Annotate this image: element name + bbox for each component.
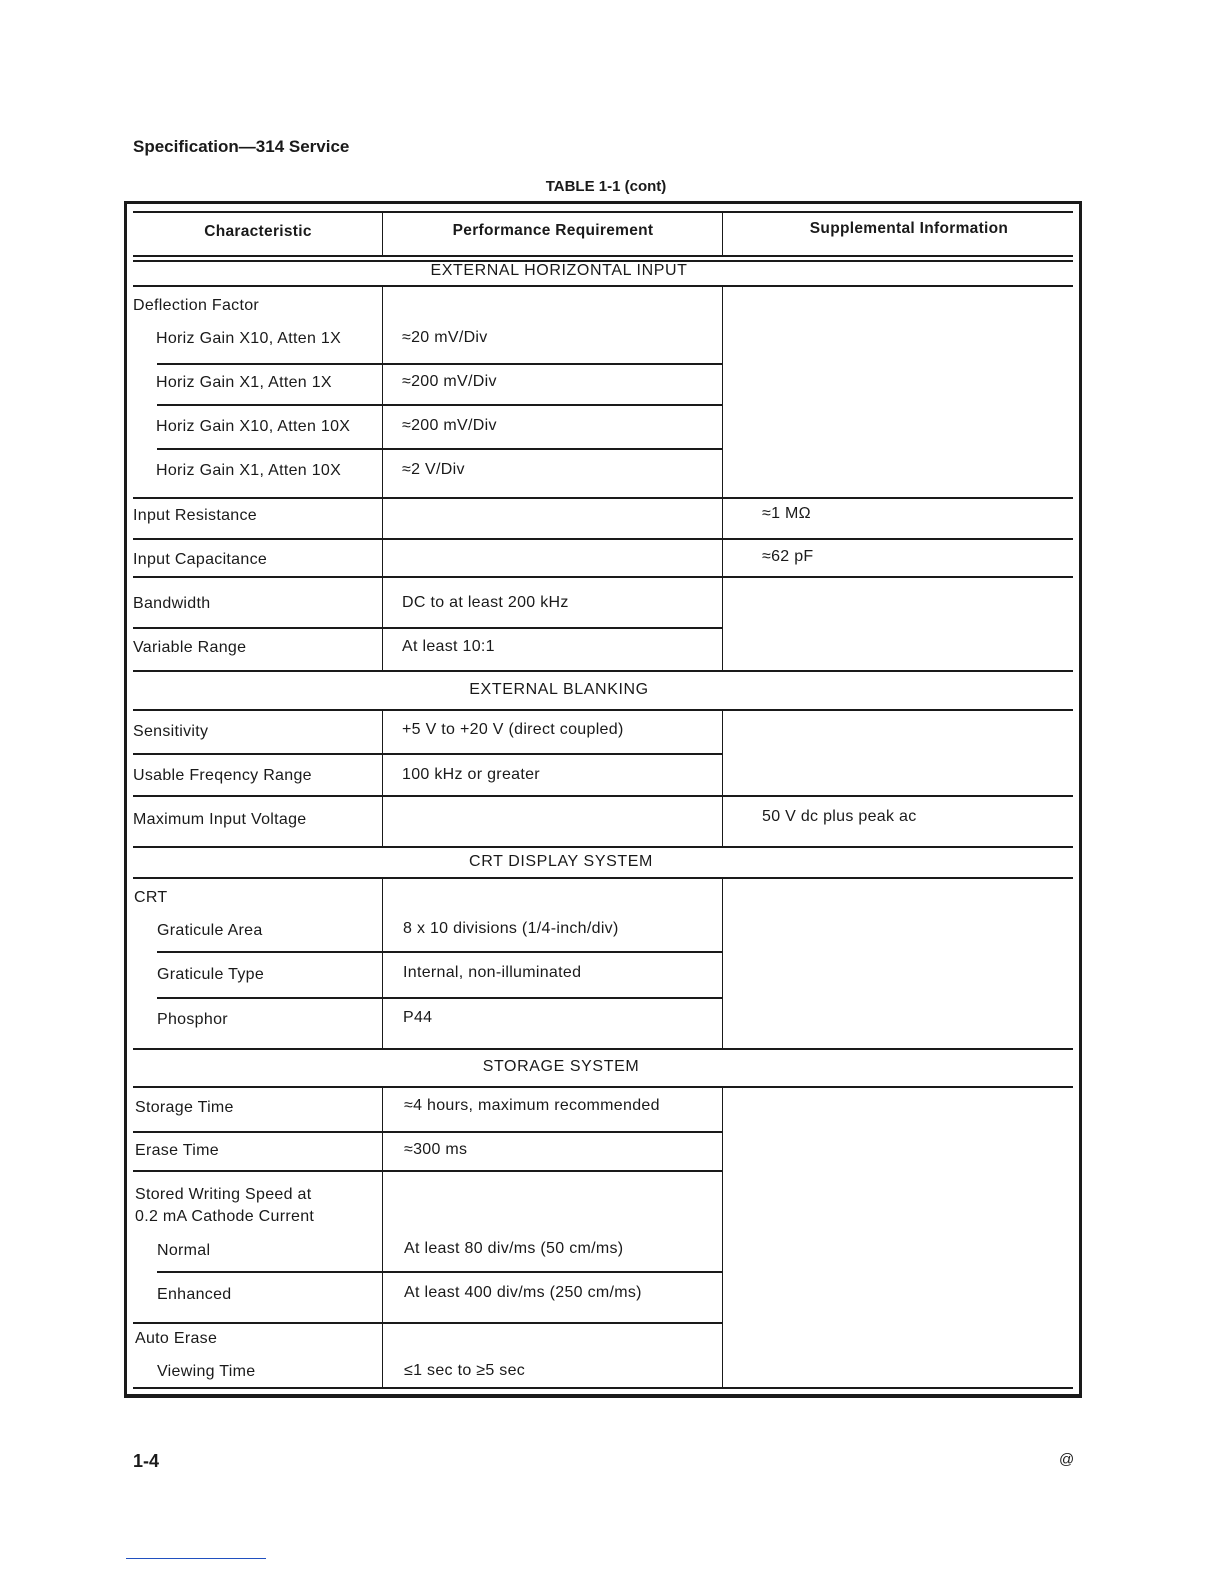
rule-row (133, 627, 722, 629)
rule-bottom (133, 1387, 1073, 1389)
footer-mark: @ (1059, 1451, 1075, 1468)
section-header: CRT DISPLAY SYSTEM (469, 853, 653, 870)
performance-value: ≈200 mV/Div (402, 373, 497, 390)
row-label: Phosphor (157, 1011, 228, 1028)
rule-sec3-top (133, 846, 1073, 848)
rule-sec2-bottom (133, 709, 1073, 711)
row-label: 0.2 mA Cathode Current (135, 1208, 315, 1225)
column-header-supplemental: Supplemental Information (809, 220, 1009, 237)
row-label: Input Capacitance (133, 551, 268, 568)
performance-value: 8 x 10 divisions (1/4-inch/div) (403, 920, 619, 937)
rule-row (157, 951, 722, 953)
col-divider (722, 286, 723, 672)
rule-row (157, 404, 722, 406)
col-divider (382, 286, 383, 672)
col-divider (382, 878, 383, 1050)
rule-top (133, 211, 1073, 213)
row-label: Horiz Gain X10, Atten 1X (156, 330, 342, 347)
row-label: Graticule Area (157, 922, 263, 939)
rule-row (157, 363, 722, 365)
performance-value: At least 10:1 (402, 638, 495, 655)
rule-row (157, 1271, 722, 1273)
performance-value: At least 400 div/ms (250 cm/ms) (404, 1284, 642, 1301)
performance-value: ≈4 hours, maximum recommended (404, 1097, 660, 1114)
row-label: Input Resistance (133, 507, 257, 524)
section-header: EXTERNAL HORIZONTAL INPUT (430, 262, 688, 279)
rule-row (133, 497, 1073, 499)
rule-row (133, 576, 1073, 578)
rule-header-1 (133, 255, 1073, 257)
supplemental-value: 50 V dc plus peak ac (762, 808, 917, 825)
row-label: Viewing Time (157, 1363, 256, 1380)
performance-value: ≈20 mV/Div (402, 329, 488, 346)
row-label: Enhanced (157, 1286, 232, 1303)
performance-value: P44 (403, 1009, 433, 1026)
rule-sec2-top (133, 670, 1073, 672)
rule-row (133, 753, 722, 755)
scan-artifact-line (126, 1558, 266, 1559)
col-divider (722, 710, 723, 848)
row-label: Deflection Factor (133, 297, 260, 314)
performance-value: ≈300 ms (404, 1141, 468, 1158)
row-label: Erase Time (135, 1142, 219, 1159)
col-divider (722, 878, 723, 1050)
supplemental-value: ≈1 MΩ (762, 505, 811, 522)
row-label: Normal (157, 1242, 211, 1259)
row-label: Auto Erase (135, 1330, 218, 1347)
section-header: EXTERNAL BLANKING (469, 681, 649, 698)
rule-sec1 (133, 285, 1073, 287)
rule-row (157, 448, 722, 450)
col-divider (722, 211, 723, 257)
rule-row (133, 795, 1073, 797)
performance-value: 100 kHz or greater (402, 766, 540, 783)
performance-value: +5 V to +20 V (direct coupled) (402, 721, 624, 738)
rule-row (133, 1170, 722, 1172)
row-label: Horiz Gain X1, Atten 1X (156, 374, 332, 391)
running-header: Specification—314 Service (133, 137, 350, 156)
rule-sec4-top (133, 1048, 1073, 1050)
col-divider (722, 1087, 723, 1389)
row-label: Variable Range (133, 639, 247, 656)
rule-row (157, 997, 722, 999)
row-label: Stored Writing Speed at (135, 1186, 312, 1203)
column-header-characteristic: Characteristic (204, 223, 312, 240)
performance-value: ≤1 sec to ≥5 sec (404, 1362, 526, 1379)
row-label: Maximum Input Voltage (133, 811, 307, 828)
row-label: Sensitivity (133, 723, 209, 740)
performance-value: ≈2 V/Div (402, 461, 465, 478)
row-label: Horiz Gain X1, Atten 10X (156, 462, 342, 479)
section-header: STORAGE SYSTEM (482, 1058, 640, 1075)
performance-value: At least 80 div/ms (50 cm/ms) (404, 1240, 624, 1257)
column-header-performance: Performance Requirement (452, 222, 654, 239)
table-title: TABLE 1-1 (cont) (545, 178, 667, 195)
row-label: CRT (134, 889, 168, 906)
row-label: Usable Freqency Range (133, 767, 312, 784)
performance-value: ≈200 mV/Div (402, 417, 497, 434)
performance-value: Internal, non-illuminated (403, 964, 582, 981)
rule-row (133, 1322, 722, 1324)
col-divider (382, 710, 383, 848)
row-label: Bandwidth (133, 595, 211, 612)
rule-sec4-bottom (133, 1086, 1073, 1088)
page-number: 1-4 (133, 1451, 160, 1471)
col-divider (382, 1087, 383, 1389)
supplemental-value: ≈62 pF (762, 548, 814, 565)
row-label: Graticule Type (157, 966, 265, 983)
row-label: Horiz Gain X10, Atten 10X (156, 418, 351, 435)
rule-sec3-bottom (133, 877, 1073, 879)
performance-value: DC to at least 200 kHz (402, 594, 569, 611)
rule-row (133, 538, 1073, 540)
rule-row (133, 1131, 722, 1133)
row-label: Storage Time (135, 1099, 234, 1116)
